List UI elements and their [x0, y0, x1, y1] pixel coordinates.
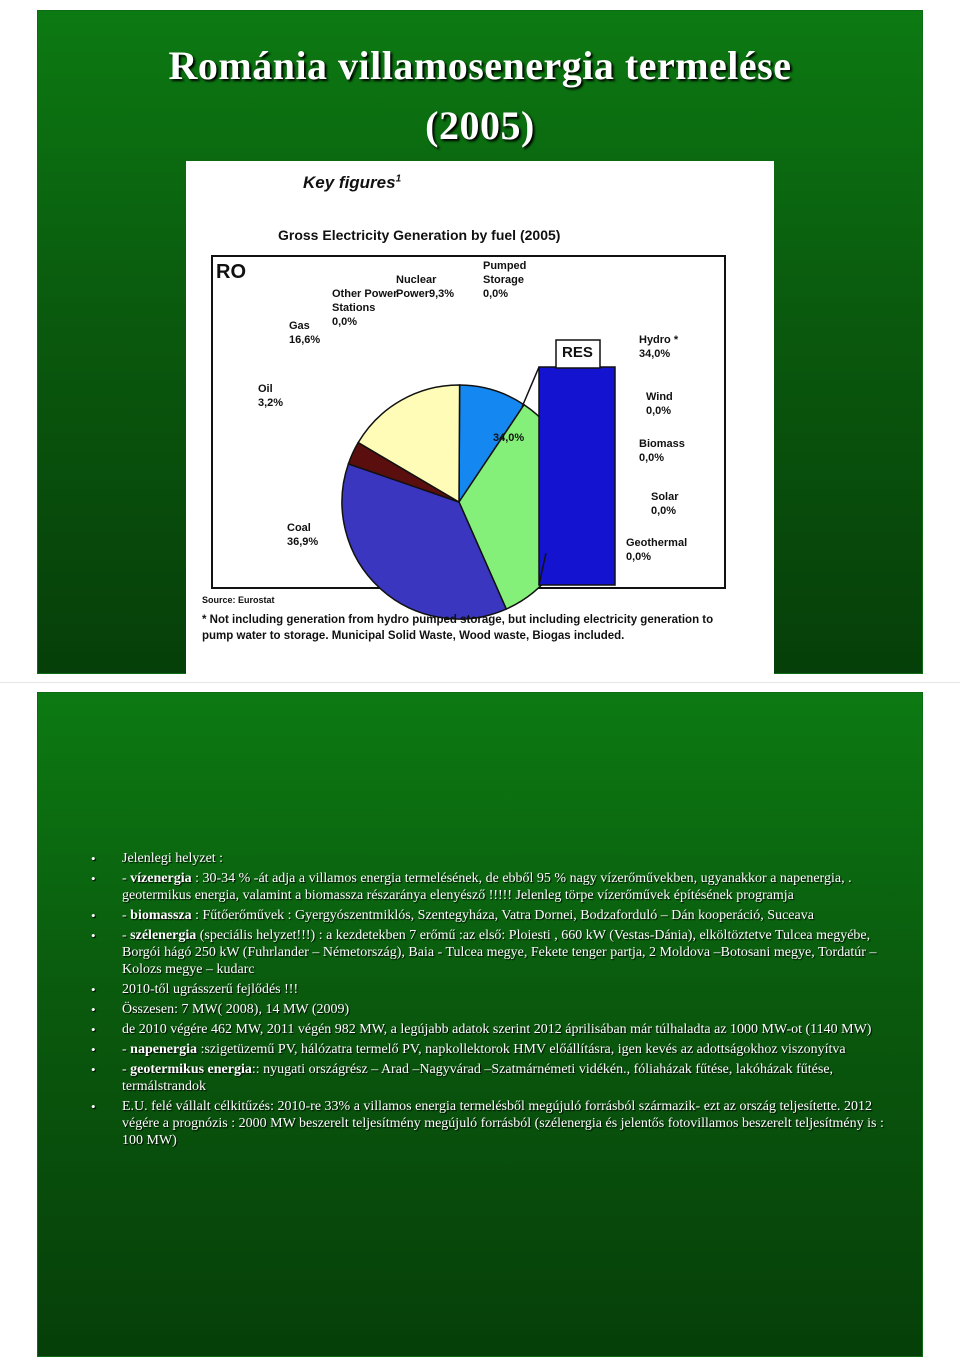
key-figures-heading: Key figures$^1$	[303, 173, 402, 192]
bullet-glyph: •	[91, 1002, 96, 1017]
res-breakdown-bar	[539, 367, 615, 585]
bullet-text: -	[122, 928, 131, 943]
label-geothermal: Geothermal 0,0%	[626, 537, 688, 563]
bullet-text: de 2010 végére 462 MW, 2011 végén 982 MW, a legújabb adatok szerint 2012 áprilisában már túlhaladta az 1000 MW-ot (1140 MW)	[122, 1022, 872, 1037]
page-separator	[0, 682, 960, 683]
bullet-text: 2010-től ugrásszerű fejlődés !!!	[122, 982, 299, 997]
bullet-text: E.U. felé vállalt célkitűzés: 2010-re 33% a villamos energia termelésből megújuló forrásból származik- ezt az ország teljesítette. 2012 végére a prognózis : 2000 MW beszerelt teljesítmény megújuló forrásból (szélenergia és jelentős fotovillamos beszerelt teljesítmény is : 100 MW)	[122, 1099, 884, 1148]
bullet-glyph: •	[91, 928, 96, 943]
bullet-text: Összesen: 7 MW( 2008), 14 MW (2009)	[122, 1002, 350, 1017]
label-coal: Coal 36,9%	[287, 522, 319, 548]
slide-title-line2: (2005)	[425, 103, 535, 148]
bullet-glyph: •	[91, 1099, 96, 1114]
bullet-keyword: szélenergia	[130, 928, 197, 943]
bullet-item	[91, 1061, 891, 1095]
bullet-text: : Fűtőerőművek : Gyergyószentmiklós, Szentegyháza, Vatra Dornei, Bodzaforduló – Dán kooperáció, Suceava	[191, 908, 814, 923]
country-label: RO	[216, 261, 246, 283]
bullet-glyph: •	[91, 871, 96, 886]
bullet-item	[91, 981, 891, 998]
label-wind: Wind 0,0%	[646, 391, 673, 417]
label-pumped-storage: Pumped Storage 0,0%	[483, 260, 527, 300]
bullet-item	[91, 1021, 891, 1038]
label-oil: Oil 3,2%	[258, 383, 284, 409]
bullet-glyph: •	[91, 851, 96, 866]
chart-title: Gross Electricity Generation by fuel (2005)	[278, 227, 561, 243]
key-figures-chart	[186, 161, 774, 674]
bullet-keyword: biomassza	[130, 908, 192, 923]
bullet-text: :szigetüzemű PV, hálózatra termelő PV, napkollektorok HMV előállításra, igen kevés az adottságokhoz viszonyítva	[197, 1042, 846, 1057]
bullet-item	[91, 927, 891, 978]
label-gas: Gas 16,6%	[289, 320, 321, 346]
bullet-keyword: napenergia	[130, 1042, 198, 1057]
bullet-item	[91, 850, 891, 867]
bullet-item	[91, 1001, 891, 1018]
connector-line-top	[522, 367, 539, 407]
chart-source: Source: Eurostat	[202, 595, 275, 605]
bullet-text: (speciális helyzet!!!) : a kezdetekben 7 erőmű :az első: Ploiesti , 660 kW (Vestas-Dánia), elköltöztetve Tulcea megyébe, Borgói hágó 250 kW (Fuhrlander – Németország), Baia - Tulcea megye, Fekete tenger partja, 2 Moldova –Botosani megye, Tordatúr –Kolozs megye – kudarc	[122, 928, 877, 977]
bullet-item	[91, 907, 891, 924]
bullet-list	[91, 850, 891, 1152]
slide-1	[37, 10, 923, 674]
res-label: RES	[562, 344, 593, 361]
label-res-percent: 34,0%	[493, 432, 525, 444]
bullet-text: Jelenlegi helyzet :	[122, 851, 224, 866]
bullet-text: -	[122, 908, 131, 923]
slide-title-line1: Románia villamosenergia termelése	[168, 43, 792, 88]
bullet-glyph: •	[91, 908, 96, 923]
bullet-item	[91, 870, 891, 904]
bullet-glyph: •	[91, 1022, 96, 1037]
bullet-glyph: •	[91, 1062, 96, 1077]
label-solar: Solar 0,0%	[651, 491, 679, 517]
bullet-keyword: geotermikus energia	[130, 1062, 252, 1077]
bullet-glyph: •	[91, 1042, 96, 1057]
bullet-text: -	[122, 1062, 131, 1077]
label-nuclear: Nuclear Power9,3%	[396, 274, 455, 300]
bullet-text: : 30-34 % -át adja a villamos energia termelésének, de ebből 95 % nagy vízerőművekben, ugyanakkor a napenergia, . geotermikus energia, valamint a biomassza részaránya elenyésző !!!!! Jelenleg törpe vízerőművek építésének programja	[122, 871, 852, 903]
label-other-power-stations: Other Power Stations 0,0%	[332, 288, 398, 328]
bullet-glyph: •	[91, 982, 96, 997]
bullet-text: :: nyugati országrész – Arad –Nagyvárad –Szatmárnémeti vidékén., fóliaházak fűtése, lakóházak fűtése, termálstrandok	[122, 1062, 834, 1094]
bullet-item	[91, 1098, 891, 1149]
chart-footnote: * Not including generation from hydro pumped storage, but including electricity generation to pump water to storage. Municipal Solid Waste, Wood waste, Biogas included.	[202, 614, 714, 642]
bullet-keyword: vízenergia	[130, 871, 192, 886]
bullet-text: -	[122, 871, 131, 886]
bullet-item	[91, 1041, 891, 1058]
label-biomass: Biomass 0,0%	[639, 438, 685, 464]
label-hydro: Hydro * 34,0%	[639, 334, 679, 360]
bullet-text: -	[122, 1042, 131, 1057]
slide-2	[37, 692, 923, 1357]
